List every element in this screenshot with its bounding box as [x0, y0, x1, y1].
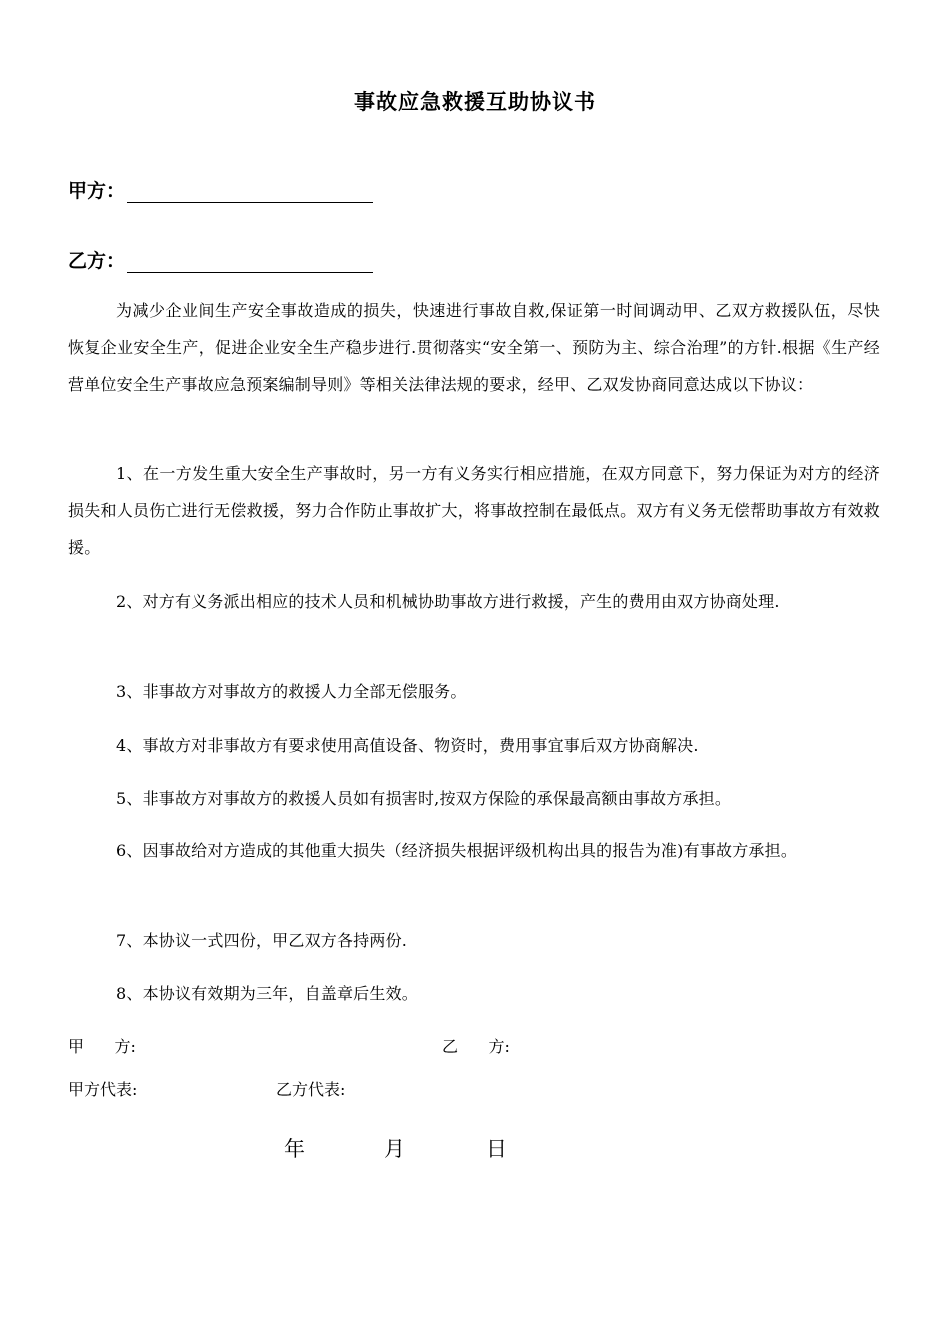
clause-4: 4、事故方对非事故方有要求使用高值设备、物资时，费用事宜事后双方协商解决.	[116, 736, 699, 755]
party-b-blank	[127, 254, 373, 273]
party-b-signature: 乙 方:	[442, 1037, 510, 1056]
party-b-representative: 乙方代表:	[276, 1080, 346, 1099]
party-a-blank	[127, 184, 373, 203]
party-a-line	[68, 176, 373, 203]
party-a-representative: 甲方代表:	[68, 1080, 138, 1099]
date-day: 日	[486, 1137, 507, 1161]
clause-7: 7、本协议一式四份，甲乙双方各持两份.	[116, 931, 408, 950]
clause-2: 2、对方有义务派出相应的技术人员和机械协助事故方进行救援，产生的费用由双方协商处理.	[116, 592, 780, 611]
clause-3: 3、非事故方对事故方的救援人力全部无偿服务。	[116, 682, 467, 701]
party-a-label: 甲方：	[68, 180, 126, 202]
party-a-signature: 甲 方:	[68, 1037, 136, 1056]
date-year: 年	[284, 1137, 305, 1161]
party-b-line	[68, 246, 373, 273]
clause-6: 6、因事故给对方造成的其他重大损失（经济损失根据评级机构出具的报告为准)有事故方承担。	[116, 841, 798, 860]
clause-5: 5、非事故方对事故方的救援人员如有损害时,按双方保险的承保最高额由事故方承担。	[116, 789, 732, 808]
date-month: 月	[384, 1137, 405, 1161]
intro-paragraph: 为减少企业间生产安全事故造成的损失，快速进行事故自救,保证第一时间调动甲、乙双方救援队伍，尽快恢复企业安全生产，促进企业安全生产稳步进行.贯彻落实“安全第一、预防为主、综合治理”的方针.根据《生产经营单位安全生产事故应急预案编制导则》等相关法律法规的要求，经甲、乙双发协商同意达成以下协议：	[68, 301, 880, 394]
clause-1: 1、在一方发生重大安全生产事故时，另一方有义务实行相应措施，在双方同意下，努力保证为对方的经济损失和人员伤亡进行无偿救援，努力合作防止事故扩大，将事故控制在最低点。双方有义务无偿帮助事故方有效救援。	[68, 464, 880, 557]
document-title: 事故应急救援互助协议书	[354, 90, 596, 114]
clause-8: 8、本协议有效期为三年，自盖章后生效。	[116, 984, 418, 1003]
party-b-label: 乙方：	[68, 250, 126, 272]
